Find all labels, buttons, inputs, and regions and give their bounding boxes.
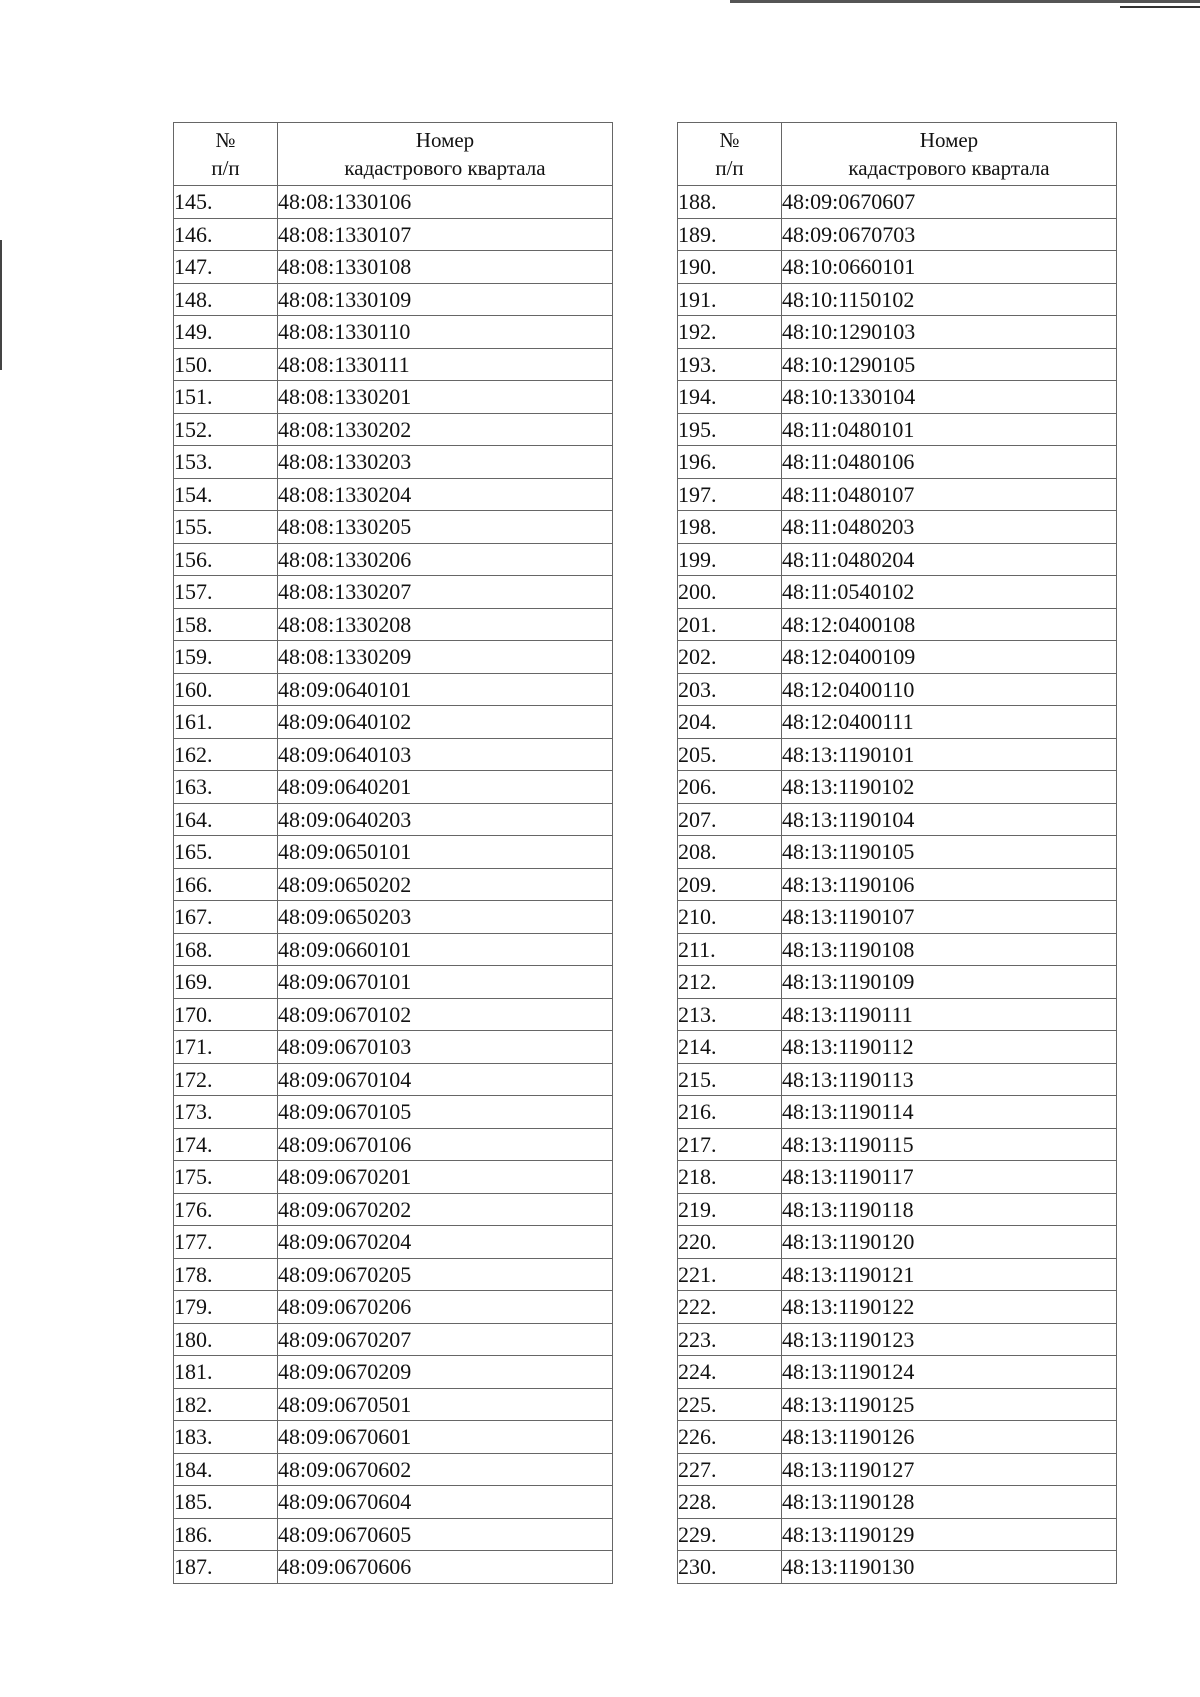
cadastral-number: 48:08:1330201 xyxy=(278,381,613,414)
table-row xyxy=(678,1486,1117,1519)
row-number: 146. xyxy=(174,218,278,251)
cadastral-number: 48:13:1190127 xyxy=(782,1453,1117,1486)
header-number xyxy=(678,123,782,186)
cadastral-number: 48:08:1330208 xyxy=(278,608,613,641)
table-row xyxy=(678,251,1117,284)
cadastral-number: 48:09:0670607 xyxy=(782,186,1117,219)
cadastral-number: 48:09:0670204 xyxy=(278,1226,613,1259)
scan-artifact-left-edge xyxy=(0,240,2,370)
row-number: 199. xyxy=(678,543,782,576)
table-row xyxy=(174,706,613,739)
row-number: 200. xyxy=(678,576,782,609)
cadastral-number: 48:10:1330104 xyxy=(782,381,1117,414)
row-number: 223. xyxy=(678,1323,782,1356)
table-row xyxy=(174,1388,613,1421)
row-number: 172. xyxy=(174,1063,278,1096)
table-row xyxy=(678,1453,1117,1486)
table-body-right xyxy=(678,186,1117,1584)
header-cadastral-line1: Номер xyxy=(919,128,979,152)
row-number: 168. xyxy=(174,933,278,966)
cadastral-number: 48:09:0650202 xyxy=(278,868,613,901)
table-row xyxy=(174,738,613,771)
row-number: 148. xyxy=(174,283,278,316)
cadastral-number: 48:08:1330207 xyxy=(278,576,613,609)
cadastral-number: 48:10:1290103 xyxy=(782,316,1117,349)
table-row xyxy=(678,1356,1117,1389)
cadastral-number: 48:13:1190108 xyxy=(782,933,1117,966)
table-row xyxy=(174,998,613,1031)
table-row xyxy=(678,381,1117,414)
header-number-line1: № xyxy=(215,128,236,152)
row-number: 207. xyxy=(678,803,782,836)
table-row xyxy=(678,803,1117,836)
cadastral-number: 48:13:1190117 xyxy=(782,1161,1117,1194)
row-number: 167. xyxy=(174,901,278,934)
cadastral-number: 48:13:1190104 xyxy=(782,803,1117,836)
header-number xyxy=(174,123,278,186)
cadastral-number: 48:13:1190105 xyxy=(782,836,1117,869)
row-number: 176. xyxy=(174,1193,278,1226)
cadastral-number: 48:13:1190128 xyxy=(782,1486,1117,1519)
row-number: 147. xyxy=(174,251,278,284)
table-row xyxy=(174,836,613,869)
table-row xyxy=(678,998,1117,1031)
cadastral-number: 48:08:1330204 xyxy=(278,478,613,511)
table-row xyxy=(174,576,613,609)
table-row xyxy=(174,1063,613,1096)
table-row xyxy=(678,1323,1117,1356)
row-number: 216. xyxy=(678,1096,782,1129)
table-row xyxy=(678,283,1117,316)
row-number: 187. xyxy=(174,1551,278,1584)
table-row xyxy=(174,251,613,284)
table-row xyxy=(678,1421,1117,1454)
cadastral-number: 48:12:0400108 xyxy=(782,608,1117,641)
row-number: 217. xyxy=(678,1128,782,1161)
table-row xyxy=(678,446,1117,479)
cadastral-number: 48:13:1190129 xyxy=(782,1518,1117,1551)
table-row xyxy=(678,1518,1117,1551)
table-row xyxy=(174,868,613,901)
cadastral-number: 48:13:1190125 xyxy=(782,1388,1117,1421)
row-number: 185. xyxy=(174,1486,278,1519)
cadastral-number: 48:13:1190107 xyxy=(782,901,1117,934)
header-number-line1: № xyxy=(719,128,740,152)
table-row xyxy=(174,1128,613,1161)
row-number: 228. xyxy=(678,1486,782,1519)
table-row xyxy=(678,543,1117,576)
row-number: 219. xyxy=(678,1193,782,1226)
table-row xyxy=(678,348,1117,381)
row-number: 198. xyxy=(678,511,782,544)
table-row xyxy=(174,608,613,641)
cadastral-number: 48:09:0640203 xyxy=(278,803,613,836)
cadastral-number: 48:13:1190114 xyxy=(782,1096,1117,1129)
table-row xyxy=(678,966,1117,999)
cadastral-number: 48:09:0670206 xyxy=(278,1291,613,1324)
table-row xyxy=(678,901,1117,934)
table-row xyxy=(678,316,1117,349)
cadastral-number: 48:08:1330106 xyxy=(278,186,613,219)
row-number: 210. xyxy=(678,901,782,934)
cadastral-number: 48:12:0400111 xyxy=(782,706,1117,739)
cadastral-number: 48:12:0400110 xyxy=(782,673,1117,706)
row-number: 226. xyxy=(678,1421,782,1454)
row-number: 209. xyxy=(678,868,782,901)
row-number: 194. xyxy=(678,381,782,414)
row-number: 165. xyxy=(174,836,278,869)
row-number: 163. xyxy=(174,771,278,804)
table-row xyxy=(174,1356,613,1389)
table-row xyxy=(174,446,613,479)
table-row xyxy=(174,933,613,966)
row-number: 152. xyxy=(174,413,278,446)
table-row xyxy=(174,1161,613,1194)
row-number: 154. xyxy=(174,478,278,511)
row-number: 211. xyxy=(678,933,782,966)
table-row xyxy=(174,1323,613,1356)
cadastral-number: 48:08:1330111 xyxy=(278,348,613,381)
table-row xyxy=(678,511,1117,544)
cadastral-number: 48:08:1330109 xyxy=(278,283,613,316)
cadastral-number: 48:13:1190106 xyxy=(782,868,1117,901)
table-row xyxy=(678,218,1117,251)
cadastral-number: 48:11:0480203 xyxy=(782,511,1117,544)
table-row xyxy=(174,901,613,934)
cadastral-number: 48:09:0670205 xyxy=(278,1258,613,1291)
cadastral-number: 48:13:1190113 xyxy=(782,1063,1117,1096)
table-row xyxy=(678,478,1117,511)
table-row xyxy=(174,771,613,804)
table-row xyxy=(174,1226,613,1259)
cadastral-number: 48:08:1330206 xyxy=(278,543,613,576)
row-number: 196. xyxy=(678,446,782,479)
cadastral-table-left xyxy=(173,122,613,1584)
table-row xyxy=(678,771,1117,804)
table-row xyxy=(174,966,613,999)
row-number: 174. xyxy=(174,1128,278,1161)
row-number: 175. xyxy=(174,1161,278,1194)
cadastral-number: 48:13:1190115 xyxy=(782,1128,1117,1161)
row-number: 184. xyxy=(174,1453,278,1486)
cadastral-number: 48:09:0670209 xyxy=(278,1356,613,1389)
cadastral-number: 48:09:0670604 xyxy=(278,1486,613,1519)
row-number: 149. xyxy=(174,316,278,349)
row-number: 230. xyxy=(678,1551,782,1584)
row-number: 221. xyxy=(678,1258,782,1291)
table-row xyxy=(174,1421,613,1454)
table-row xyxy=(678,641,1117,674)
row-number: 191. xyxy=(678,283,782,316)
row-number: 164. xyxy=(174,803,278,836)
row-number: 214. xyxy=(678,1031,782,1064)
row-number: 155. xyxy=(174,511,278,544)
cadastral-number: 48:10:0660101 xyxy=(782,251,1117,284)
row-number: 178. xyxy=(174,1258,278,1291)
row-number: 203. xyxy=(678,673,782,706)
cadastral-number: 48:09:0670207 xyxy=(278,1323,613,1356)
row-number: 153. xyxy=(174,446,278,479)
table-row xyxy=(174,1258,613,1291)
table-row xyxy=(678,1226,1117,1259)
table-header-row xyxy=(678,123,1117,186)
row-number: 183. xyxy=(174,1421,278,1454)
table-row xyxy=(174,413,613,446)
table-row xyxy=(678,868,1117,901)
row-number: 212. xyxy=(678,966,782,999)
table-row xyxy=(678,1161,1117,1194)
row-number: 218. xyxy=(678,1161,782,1194)
row-number: 208. xyxy=(678,836,782,869)
cadastral-number: 48:10:1290105 xyxy=(782,348,1117,381)
cadastral-number: 48:09:0670103 xyxy=(278,1031,613,1064)
row-number: 192. xyxy=(678,316,782,349)
row-number: 171. xyxy=(174,1031,278,1064)
row-number: 225. xyxy=(678,1388,782,1421)
cadastral-number: 48:13:1190124 xyxy=(782,1356,1117,1389)
row-number: 159. xyxy=(174,641,278,674)
cadastral-number: 48:09:0640102 xyxy=(278,706,613,739)
row-number: 182. xyxy=(174,1388,278,1421)
row-number: 229. xyxy=(678,1518,782,1551)
table-row xyxy=(678,1063,1117,1096)
row-number: 189. xyxy=(678,218,782,251)
cadastral-number: 48:09:0640103 xyxy=(278,738,613,771)
row-number: 179. xyxy=(174,1291,278,1324)
scan-artifact-top-mark xyxy=(1120,6,1200,8)
cadastral-number: 48:09:0670201 xyxy=(278,1161,613,1194)
cadastral-number: 48:09:0650101 xyxy=(278,836,613,869)
cadastral-number: 48:09:0670601 xyxy=(278,1421,613,1454)
cadastral-number: 48:09:0670105 xyxy=(278,1096,613,1129)
cadastral-table-right xyxy=(677,122,1117,1584)
row-number: 202. xyxy=(678,641,782,674)
cadastral-number: 48:11:0480101 xyxy=(782,413,1117,446)
row-number: 160. xyxy=(174,673,278,706)
row-number: 204. xyxy=(678,706,782,739)
cadastral-number: 48:11:0480204 xyxy=(782,543,1117,576)
row-number: 170. xyxy=(174,998,278,1031)
table-row xyxy=(678,738,1117,771)
table-row xyxy=(174,1453,613,1486)
cadastral-number: 48:08:1330110 xyxy=(278,316,613,349)
table-row xyxy=(678,608,1117,641)
table-row xyxy=(678,706,1117,739)
header-cadastral-line2: кадастрового квартала xyxy=(344,156,546,180)
header-cadastral xyxy=(278,123,613,186)
header-cadastral-line2: кадастрового квартала xyxy=(848,156,1050,180)
cadastral-number: 48:09:0670602 xyxy=(278,1453,613,1486)
table-row xyxy=(174,283,613,316)
table-row xyxy=(678,1128,1117,1161)
cadastral-number: 48:09:0670202 xyxy=(278,1193,613,1226)
cadastral-number: 48:09:0670102 xyxy=(278,998,613,1031)
cadastral-number: 48:13:1190112 xyxy=(782,1031,1117,1064)
row-number: 180. xyxy=(174,1323,278,1356)
table-row xyxy=(174,478,613,511)
table-row xyxy=(174,803,613,836)
cadastral-number: 48:08:1330205 xyxy=(278,511,613,544)
table-row xyxy=(678,1551,1117,1584)
table-row xyxy=(174,543,613,576)
cadastral-number: 48:13:1190118 xyxy=(782,1193,1117,1226)
cadastral-number: 48:08:1330202 xyxy=(278,413,613,446)
row-number: 213. xyxy=(678,998,782,1031)
table-row xyxy=(678,186,1117,219)
cadastral-number: 48:13:1190121 xyxy=(782,1258,1117,1291)
table-row xyxy=(174,1096,613,1129)
table-row xyxy=(174,218,613,251)
table-row xyxy=(678,1096,1117,1129)
table-row xyxy=(174,348,613,381)
table-row xyxy=(174,381,613,414)
cadastral-number: 48:08:1330209 xyxy=(278,641,613,674)
cadastral-number: 48:09:0650203 xyxy=(278,901,613,934)
table-body-left xyxy=(174,186,613,1584)
table-row xyxy=(174,511,613,544)
row-number: 181. xyxy=(174,1356,278,1389)
row-number: 220. xyxy=(678,1226,782,1259)
cadastral-number: 48:09:0670104 xyxy=(278,1063,613,1096)
cadastral-number: 48:13:1190126 xyxy=(782,1421,1117,1454)
table-row xyxy=(678,1291,1117,1324)
cadastral-number: 48:09:0670106 xyxy=(278,1128,613,1161)
cadastral-number: 48:13:1190111 xyxy=(782,998,1117,1031)
row-number: 205. xyxy=(678,738,782,771)
row-number: 224. xyxy=(678,1356,782,1389)
table-row xyxy=(174,1551,613,1584)
table-row xyxy=(678,1193,1117,1226)
table-row xyxy=(174,1518,613,1551)
table-row xyxy=(174,1193,613,1226)
row-number: 145. xyxy=(174,186,278,219)
table-row xyxy=(678,836,1117,869)
scan-artifact-top-line xyxy=(730,0,1200,3)
cadastral-number: 48:13:1190109 xyxy=(782,966,1117,999)
row-number: 162. xyxy=(174,738,278,771)
row-number: 190. xyxy=(678,251,782,284)
cadastral-number: 48:09:0660101 xyxy=(278,933,613,966)
row-number: 151. xyxy=(174,381,278,414)
table-row xyxy=(678,933,1117,966)
cadastral-number: 48:10:1150102 xyxy=(782,283,1117,316)
cadastral-number: 48:11:0540102 xyxy=(782,576,1117,609)
table-row xyxy=(174,316,613,349)
cadastral-number: 48:13:1190101 xyxy=(782,738,1117,771)
row-number: 157. xyxy=(174,576,278,609)
table-row xyxy=(174,1031,613,1064)
cadastral-number: 48:09:0640201 xyxy=(278,771,613,804)
cadastral-number: 48:09:0670605 xyxy=(278,1518,613,1551)
header-cadastral-line1: Номер xyxy=(415,128,475,152)
cadastral-number: 48:09:0640101 xyxy=(278,673,613,706)
row-number: 169. xyxy=(174,966,278,999)
row-number: 215. xyxy=(678,1063,782,1096)
header-cadastral xyxy=(782,123,1117,186)
cadastral-number: 48:13:1190122 xyxy=(782,1291,1117,1324)
header-number-line2: п/п xyxy=(211,156,240,180)
cadastral-number: 48:11:0480106 xyxy=(782,446,1117,479)
table-row xyxy=(678,1031,1117,1064)
row-number: 227. xyxy=(678,1453,782,1486)
table-row xyxy=(174,1291,613,1324)
cadastral-number: 48:12:0400109 xyxy=(782,641,1117,674)
cadastral-number: 48:08:1330108 xyxy=(278,251,613,284)
table-row xyxy=(678,1258,1117,1291)
table-row xyxy=(678,673,1117,706)
row-number: 173. xyxy=(174,1096,278,1129)
row-number: 177. xyxy=(174,1226,278,1259)
table-row xyxy=(174,1486,613,1519)
table-row xyxy=(174,641,613,674)
table-row xyxy=(174,673,613,706)
cadastral-number: 48:09:0670606 xyxy=(278,1551,613,1584)
cadastral-number: 48:08:1330203 xyxy=(278,446,613,479)
cadastral-number: 48:13:1190120 xyxy=(782,1226,1117,1259)
cadastral-number: 48:13:1190130 xyxy=(782,1551,1117,1584)
row-number: 222. xyxy=(678,1291,782,1324)
row-number: 186. xyxy=(174,1518,278,1551)
cadastral-number: 48:09:0670703 xyxy=(782,218,1117,251)
row-number: 188. xyxy=(678,186,782,219)
cadastral-number: 48:11:0480107 xyxy=(782,478,1117,511)
cadastral-number: 48:09:0670101 xyxy=(278,966,613,999)
row-number: 193. xyxy=(678,348,782,381)
table-header-row xyxy=(174,123,613,186)
header-number-line2: п/п xyxy=(715,156,744,180)
row-number: 195. xyxy=(678,413,782,446)
table-row xyxy=(174,186,613,219)
table-row xyxy=(678,1388,1117,1421)
row-number: 161. xyxy=(174,706,278,739)
row-number: 166. xyxy=(174,868,278,901)
cadastral-number: 48:13:1190123 xyxy=(782,1323,1117,1356)
cadastral-number: 48:09:0670501 xyxy=(278,1388,613,1421)
cadastral-number: 48:13:1190102 xyxy=(782,771,1117,804)
row-number: 150. xyxy=(174,348,278,381)
table-row xyxy=(678,576,1117,609)
row-number: 156. xyxy=(174,543,278,576)
table-row xyxy=(678,413,1117,446)
row-number: 158. xyxy=(174,608,278,641)
row-number: 206. xyxy=(678,771,782,804)
row-number: 201. xyxy=(678,608,782,641)
row-number: 197. xyxy=(678,478,782,511)
cadastral-number: 48:08:1330107 xyxy=(278,218,613,251)
